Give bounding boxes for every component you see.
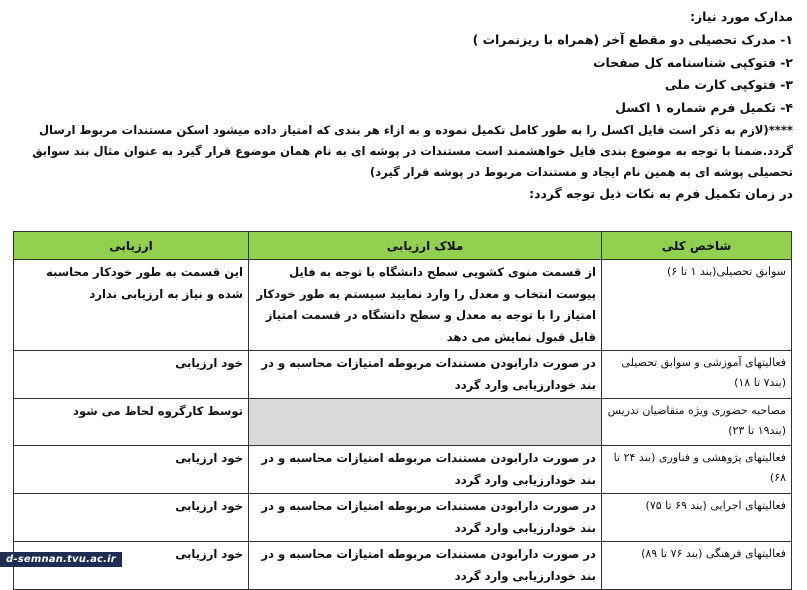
requirement-item-3: ۳- فتوکپی کارت ملی: [664, 77, 793, 93]
table-row: [14, 399, 792, 446]
criterion-cell-empty: [249, 399, 602, 446]
table-row: [14, 494, 792, 542]
criterion-cell: در صورت دارابودن مستندات مربوطه امتیازات محاسبه و در بند خودارزیابی وارد گردد: [249, 446, 602, 494]
indicator-cell: فعالیتهای اجرایی (بند ۶۹ تا ۷۵): [602, 494, 792, 542]
instructions-heading: در زمان تکمیل فرم به نکات ذیل توجه گردد:: [529, 185, 793, 201]
indicator-cell: فعالیتهای پژوهشی و فناوری (بند ۲۴ تا ۶۸): [602, 446, 792, 494]
criterion-cell: در صورت دارابودن مستندات مربوطه امتیازات محاسبه و در بند خودارزیابی وارد گردد: [249, 542, 602, 590]
table-row: [14, 351, 792, 399]
requirement-item-2: ۲- فتوکپی شناسنامه کل صفحات: [593, 54, 793, 70]
upload-note: ****(لازم به ذکر است فایل اکسل را به طور کامل تکمیل نموده و به ازاء هر بندی که امتیاز داده میشود اسکن مستندات مربوط ارسال گردد.ضمنا با توجه به موضوع بندی فایل خواهشمند است مستندات در پوشه ای به نام همان موضوع قرار گیرد به عنوان مثال بند سوابق تحصیلی پوشه ای به همین نام ایجاد و مستندات مربوط در پوشه قرار گیرد): [32, 122, 793, 179]
evaluation-cell: خود ارزیابی: [14, 542, 249, 590]
evaluation-cell: این قسمت به طور خودکار محاسبه شده و نیاز به ارزیابی ندارد: [14, 260, 249, 351]
header-evaluation: ارزیابی: [14, 232, 249, 260]
table-header-row: [14, 232, 792, 260]
evaluation-cell: خود ارزیابی: [14, 446, 249, 494]
document-body: [12, 6, 793, 206]
requirements-heading: مدارک مورد نیاز:: [690, 9, 793, 24]
header-indicator: شاخص کلی: [602, 232, 792, 260]
requirement-item-1: ۱- مدرک تحصیلی دو مقطع آخر (همراه با ریزنمرات ): [472, 31, 793, 47]
criterion-cell: از قسمت منوی کشویی سطح دانشگاه با توجه به فایل پیوست انتخاب و معدل را وارد نمایید سیستم به طور خودکار امتیاز را با توجه به معدل و سطح دانشگاه در قسمت امتیاز قابل قبول نمایش می دهد: [249, 260, 602, 351]
table-row: [14, 260, 792, 351]
indicator-cell: فعالیتهای آموزشی و سوابق تحصیلی (بند۷ تا ۱۸): [602, 351, 792, 399]
evaluation-cell: توسط کارگروه لحاظ می شود: [14, 399, 249, 446]
requirement-item-4: ۴- تکمیل فرم شماره ۱ اکسل: [615, 100, 793, 116]
indicator-cell: فعالیتهای فرهنگی (بند ۷۶ تا ۸۹): [602, 542, 792, 590]
evaluation-cell: خود ارزیابی: [14, 351, 249, 399]
site-watermark: d-semnan.tvu.ac.ir: [0, 552, 122, 567]
table-row: [14, 542, 792, 590]
table-row: [14, 446, 792, 494]
evaluation-cell: خود ارزیابی: [14, 494, 249, 542]
evaluation-table: [13, 231, 792, 590]
criterion-cell: در صورت دارابودن مستندات مربوطه امتیازات محاسبه و در بند خودارزیابی وارد گردد: [249, 494, 602, 542]
header-criterion: ملاک ارزیابی: [249, 232, 602, 260]
indicator-cell: سوابق تحصیلی(بند ۱ تا ۶): [602, 260, 792, 351]
indicator-cell: مصاحبه حضوری ویژه متقاضیان تدریس (بند۱۹ تا ۲۳): [602, 399, 792, 446]
criterion-cell: در صورت دارابودن مستندات مربوطه امتیازات محاسبه و در بند خودارزیابی وارد گردد: [249, 351, 602, 399]
